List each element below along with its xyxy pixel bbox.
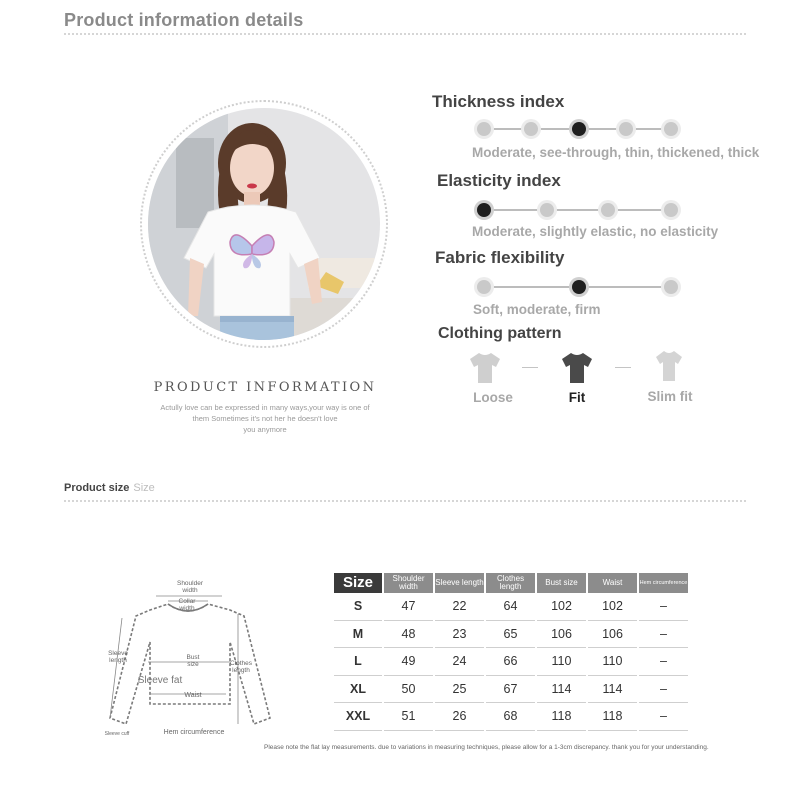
page-title: Product information details: [64, 10, 304, 30]
thickness-index-label: Moderate, see-through, thin, thickened, thick: [472, 145, 760, 160]
table-cell: 102: [588, 593, 637, 621]
table-cell: 114: [588, 676, 637, 704]
size-section-subtitle: Size: [133, 482, 155, 494]
scale-dot: [477, 122, 491, 136]
pattern-slim-fit-label: Slim fit: [647, 389, 693, 404]
header-size: Size: [334, 573, 382, 593]
header-divider: [64, 33, 746, 35]
header-clothes-length: Clothes length: [486, 573, 535, 593]
table-cell: 49: [384, 648, 433, 676]
pattern-fit-label: Fit: [568, 390, 586, 405]
table-cell: –: [639, 648, 688, 676]
table-cell: 22: [435, 593, 484, 621]
table-row: [334, 621, 688, 649]
table-cell: –: [639, 703, 688, 731]
brand-title: PRODUCT INFORMATION: [153, 380, 377, 395]
header-waist: Waist: [588, 573, 637, 593]
scale-track: [484, 209, 672, 211]
scale-dot-selected: [477, 203, 491, 217]
fabric-flexibility-label: Soft, moderate, firm: [473, 302, 601, 317]
hem-circumference-label: Hem circumference: [163, 729, 225, 736]
scale-dot: [601, 203, 615, 217]
scale-dot-selected: [572, 280, 586, 294]
table-cell: –: [639, 621, 688, 649]
table-cell: –: [639, 593, 688, 621]
tshirt-loose-icon: [468, 351, 502, 390]
scale-dot: [477, 280, 491, 294]
table-row: [334, 648, 688, 676]
fabric-flexibility-title: Fabric flexibility: [435, 248, 565, 267]
table-cell: –: [639, 676, 688, 704]
sleeve-length-label: Sleeve length: [108, 650, 128, 664]
tshirt-fit-icon: [560, 351, 594, 390]
header-hem-circumference: Hem circumference: [639, 573, 688, 593]
tagline-line: them Sometimes it's not her he doesn't love: [192, 414, 338, 423]
tagline-line: you anymore: [243, 425, 287, 434]
size-divider: [64, 500, 746, 502]
clothes-length-label: Clothes length: [229, 660, 253, 674]
waist-label: Waist: [184, 692, 202, 699]
brand-tagline: [120, 402, 410, 435]
table-cell: 118: [588, 703, 637, 731]
pattern-separator: [522, 367, 538, 368]
table-cell: 48: [384, 621, 433, 649]
scale-dot-selected: [572, 122, 586, 136]
tagline-line: Actully love can be expressed in many ways,your way is one of: [160, 403, 370, 412]
header-bust-size: Bust size: [537, 573, 586, 593]
table-cell: 24: [435, 648, 484, 676]
elasticity-index-title: Elasticity index: [437, 171, 561, 190]
table-cell: 110: [588, 648, 637, 676]
table-cell: 110: [537, 648, 586, 676]
table-cell: 67: [486, 676, 535, 704]
scale-dot: [664, 280, 678, 294]
table-row: [334, 676, 688, 704]
header-sleeve-length: Sleeve length: [435, 573, 484, 593]
size-table-header: [334, 573, 688, 593]
header-shoulder-width: Shoulder width: [384, 573, 433, 593]
table-cell: 118: [537, 703, 586, 731]
product-photo: [148, 108, 380, 340]
elasticity-index-label: Moderate, slightly elastic, no elasticity: [472, 224, 719, 239]
table-cell: 47: [384, 593, 433, 621]
size-cell: XL: [334, 676, 382, 704]
thickness-index-title: Thickness index: [432, 92, 565, 111]
table-cell: 106: [537, 621, 586, 649]
table-cell: 50: [384, 676, 433, 704]
sleeve-fat-label: Sleeve fat: [137, 675, 183, 686]
scale-dot: [540, 203, 554, 217]
shoulder-width-label: Shoulder width: [176, 580, 204, 594]
scale-dot: [664, 122, 678, 136]
scale-dot: [664, 203, 678, 217]
scale-dot: [524, 122, 538, 136]
pattern-separator: [615, 367, 631, 368]
pattern-loose-label: Loose: [473, 390, 513, 405]
table-cell: 51: [384, 703, 433, 731]
size-section-title-text: Product size: [64, 482, 130, 494]
size-section-title: [64, 482, 155, 494]
table-cell: 65: [486, 621, 535, 649]
sleeve-cuff-label: Sleeve cuff: [104, 731, 130, 737]
measurement-diagram: [104, 578, 274, 748]
table-cell: 25: [435, 676, 484, 704]
measurement-note: Please note the flat lay measurements. due to variations in measuring techniques, please allow for a 1-3cm discrepancy. thank you for your understanding.: [264, 744, 709, 751]
table-cell: 102: [537, 593, 586, 621]
tshirt-slim-fit-icon: [652, 349, 686, 388]
table-cell: 114: [537, 676, 586, 704]
table-cell: 68: [486, 703, 535, 731]
table-cell: 106: [588, 621, 637, 649]
bust-size-label: Bust size: [186, 654, 200, 668]
table-cell: 26: [435, 703, 484, 731]
scale-dot: [619, 122, 633, 136]
size-cell: S: [334, 593, 382, 621]
table-cell: 66: [486, 648, 535, 676]
table-cell: 23: [435, 621, 484, 649]
table-cell: 64: [486, 593, 535, 621]
size-cell: L: [334, 648, 382, 676]
size-cell: M: [334, 621, 382, 649]
collar-width-label: Collar width: [178, 598, 196, 612]
size-chart-table: [332, 573, 690, 731]
clothing-pattern-title: Clothing pattern: [438, 325, 562, 342]
table-row: [334, 703, 688, 731]
size-cell: XXL: [334, 703, 382, 731]
table-row: [334, 593, 688, 621]
